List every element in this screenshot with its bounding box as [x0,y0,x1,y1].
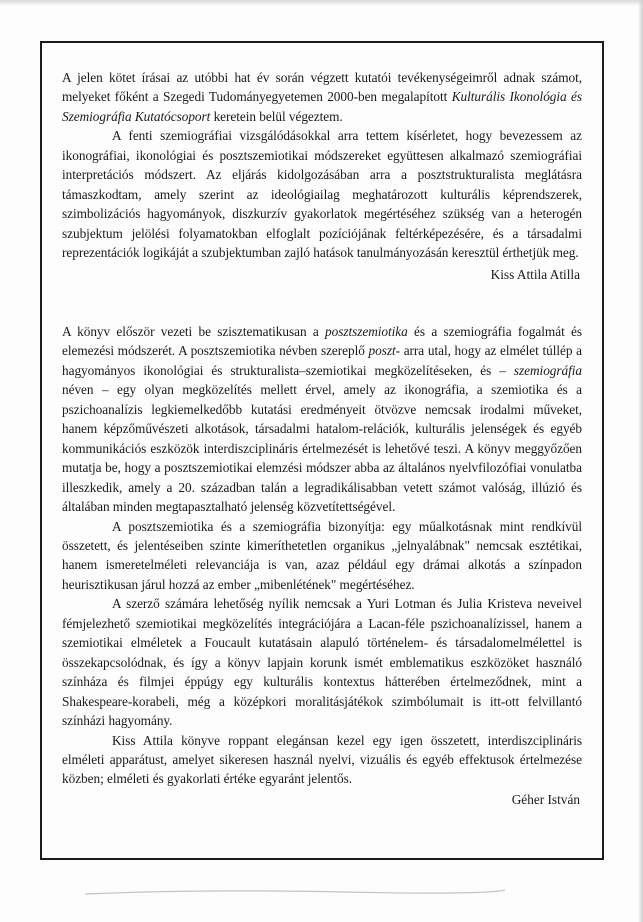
term-posztszemiotika: posztszemiotika [325,324,408,339]
paragraph-text: A könyv először vezeti be szisztematikusan a [62,324,326,339]
paragraph-text: és a szemiográfia fogalmát és elemezési módszerét. A posztszemiotika névben szereplő [62,324,582,359]
scan-edge-right [638,0,643,922]
first-blurb [62,68,582,284]
signature-kiss-attila: Kiss Attila Atilla [490,266,580,282]
paragraph-text: keretein belül végeztem. [210,108,343,124]
text-frame [40,41,604,860]
second-blurb-paragraph-1 [62,322,582,517]
research-group-name: Kulturális Ikonológia és Szemiográfia Kutatócsoport [62,89,583,124]
signature-geher-istvan: Géher István [511,791,580,807]
first-blurb-paragraph-2: A fenti szemiográfiai vizsgálódásokkal arra tettem kísérletet, hogy bevezessem az ikonográfiai, ikonológiai és posztszemiotikai módszereket együttesen alkalmazó szemiográfiai interpretációs módszert. Az eljárás kidolgozásában arra a posztstrukturalista meglátásra támaszkodtam, amely szerint az ideológiailag meghatározott kulturális képrendszerek, szimbolizációs hagyományok, diszkurzív gyakorlatok megértéséhez szükség van a heterogén szubjektum jelölési folyamatokban elfoglalt pozíciójának feltérképezésére, és a társadalmi reprezentációk logikáját a szubjektumban zajló hatások tanulmányozásán keresztül érthetjük meg. [62,128,582,261]
term-szemiografia: szemiográfia [513,362,582,378]
second-blurb [62,322,582,809]
term-poszt: poszt- [368,343,401,359]
paragraph-text: A jelen kötet írásai az utóbbi hat év során végzett kutatói tevékenységeimről adnak számot, melyeket főként a Szegedi Tudományegyetemen 2000-ben megalapított [62,70,582,105]
second-blurb-paragraph-3: A szerző számára lehetőség nyílik nemcsak a Yuri Lotman és Julia Kristeva neveivel fémjelezhető szemiotikai megközelítés integrációjára a Lacan-féle pszichoanalízissel, hanem a szemiotikai elméletek a Foucault kutatásain alapuló történelem- és társadalomelmélettel is összekapcsolódnak, és így a könyv lapjain korunk ismét emblematikus eszközöket használó színháza és filmjei éppúgy egy kulturális kontextus hátterében értelmeződnek, mint a Shakespeare-korabeli, még a középkori moralitásjátékok szimbólumait is itt-ott felvillantó színházi hagyomány. [62,596,582,729]
first-blurb-paragraph-1 [62,68,582,126]
scan-artifact-line [85,887,505,897]
second-blurb-paragraph-4: Kiss Attila könyve roppant elegánsan kezel egy igen összetett, interdiszciplináris elméleti apparátust, amelyet sikeresen használ nyelvi, vizuális és egyéb effektusok értelmezése közben; elméleti és gyakorlati értéke egyaránt jelentős. [62,732,582,787]
paragraph-text: arra utal, hogy az elmélet túllép a hagyományos ikonológiai és strukturalista–szemiotikai megközelítéseken, és – [62,343,582,378]
second-blurb-paragraph-2: A posztszemiotika és a szemiográfia bizonyítja: egy műalkotásnak mint rendkívül összetett, és jelentéseiben szinte kimeríthetetlen organikus „jelnyalábnak" nemcsak esztétikai, hanem ismeretelméleti relevanciája is van, azaz például egy drámai alkotás a színpadon heurisztikusan járul hozzá az ember „mibenlétének" megértéséhez. [62,518,582,592]
paragraph-text: néven – egy olyan megközelítés mellett érvel, amely az ikonográfia, a szemiotika és a pszichoanalízis legkiemelkedőbb kutatási eredményeit ötvözve nemcsak irodalmi műveket, hanem képzőművészeti alkotások, társadalmi hatalom-relációk, kulturális jelenségek és egyéb kommunikációs eszközök interdiszciplináris értelmezését is lehetővé teszi. A könyv meggyőzően mutatja be, hogy a posztszemiotikai elemzési módszer abba az általános nyelvfilozófiai vonulatba illeszkedik, amely a 20. században talán a legradikálisabban vetett számot valóság, illúzió és általában minden megtapasztalható jelenség közvetítettségével. [62,382,582,515]
scan-edge-top [0,0,643,6]
